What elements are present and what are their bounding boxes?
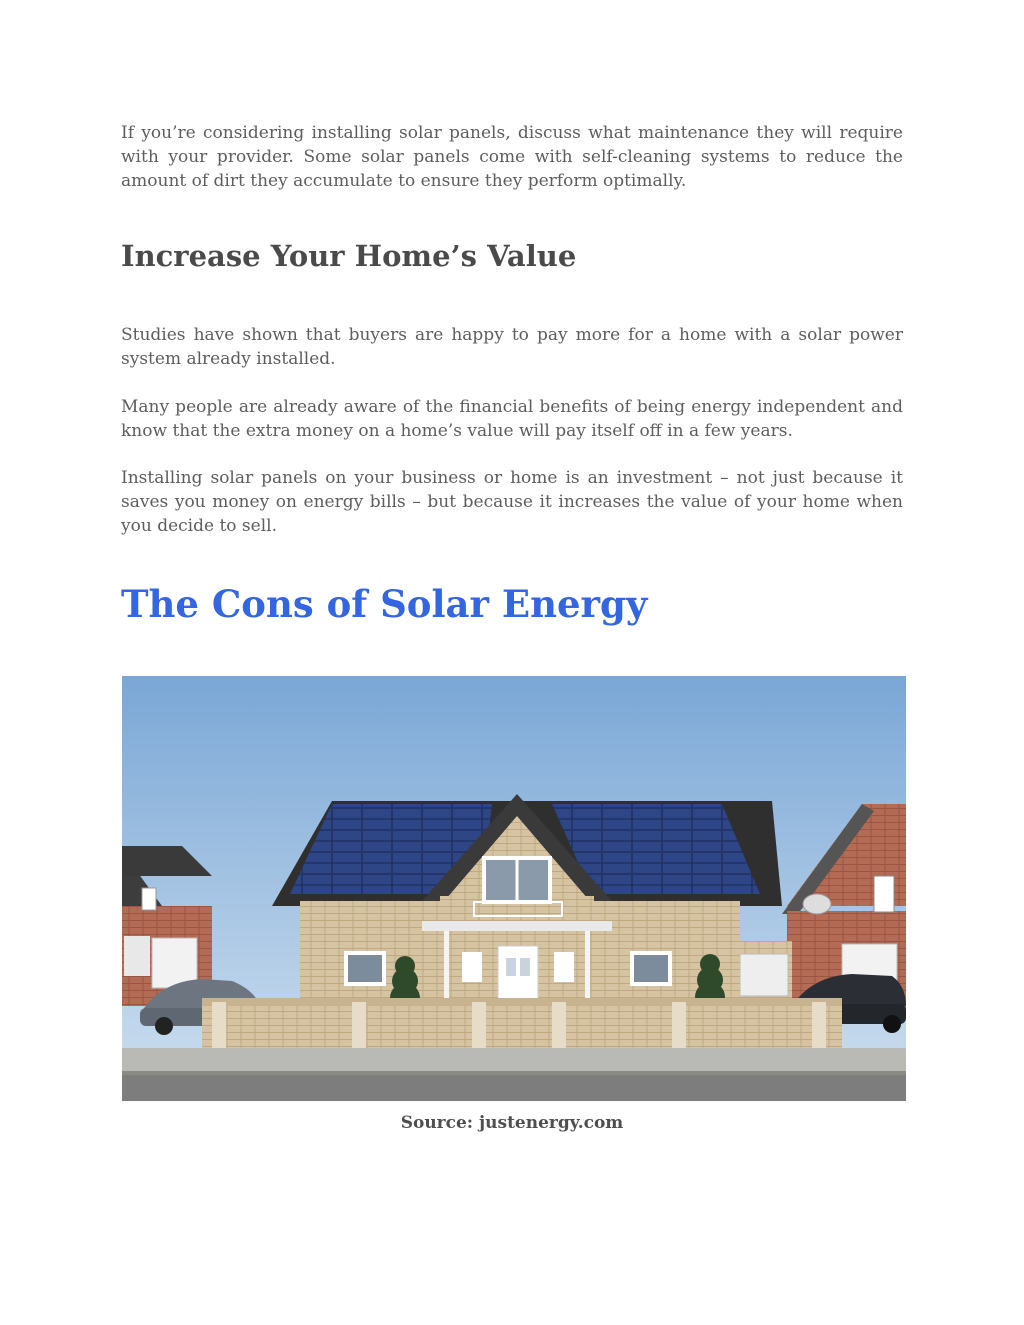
maintenance-paragraph: If you’re considering installing solar panels, discuss what maintenance they will require with your provider. Some solar panels come with self-cleaning systems to reduce the amount of dirt they accumulate to ensure they perform optimally. bbox=[121, 123, 903, 191]
solar-house-photo bbox=[122, 676, 906, 1101]
studies-paragraph: Studies have shown that buyers are happy to pay more for a home with a solar power system already installed. bbox=[121, 325, 903, 369]
section-heading-cons: The Cons of Solar Energy bbox=[121, 582, 648, 626]
section-heading-home-value: Increase Your Home’s Value bbox=[121, 239, 577, 273]
financial-benefits-paragraph: Many people are already aware of the financial benefits of being energy independent and know that the extra money on a home’s value will pay itself off in a few years. bbox=[121, 397, 903, 441]
image-caption: Source: justenergy.com bbox=[400, 1113, 624, 1133]
investment-paragraph: Installing solar panels on your business or home is an investment – not just because it saves you money on energy bills – but because it increases the value of your home when you decide to sell. bbox=[121, 468, 903, 536]
